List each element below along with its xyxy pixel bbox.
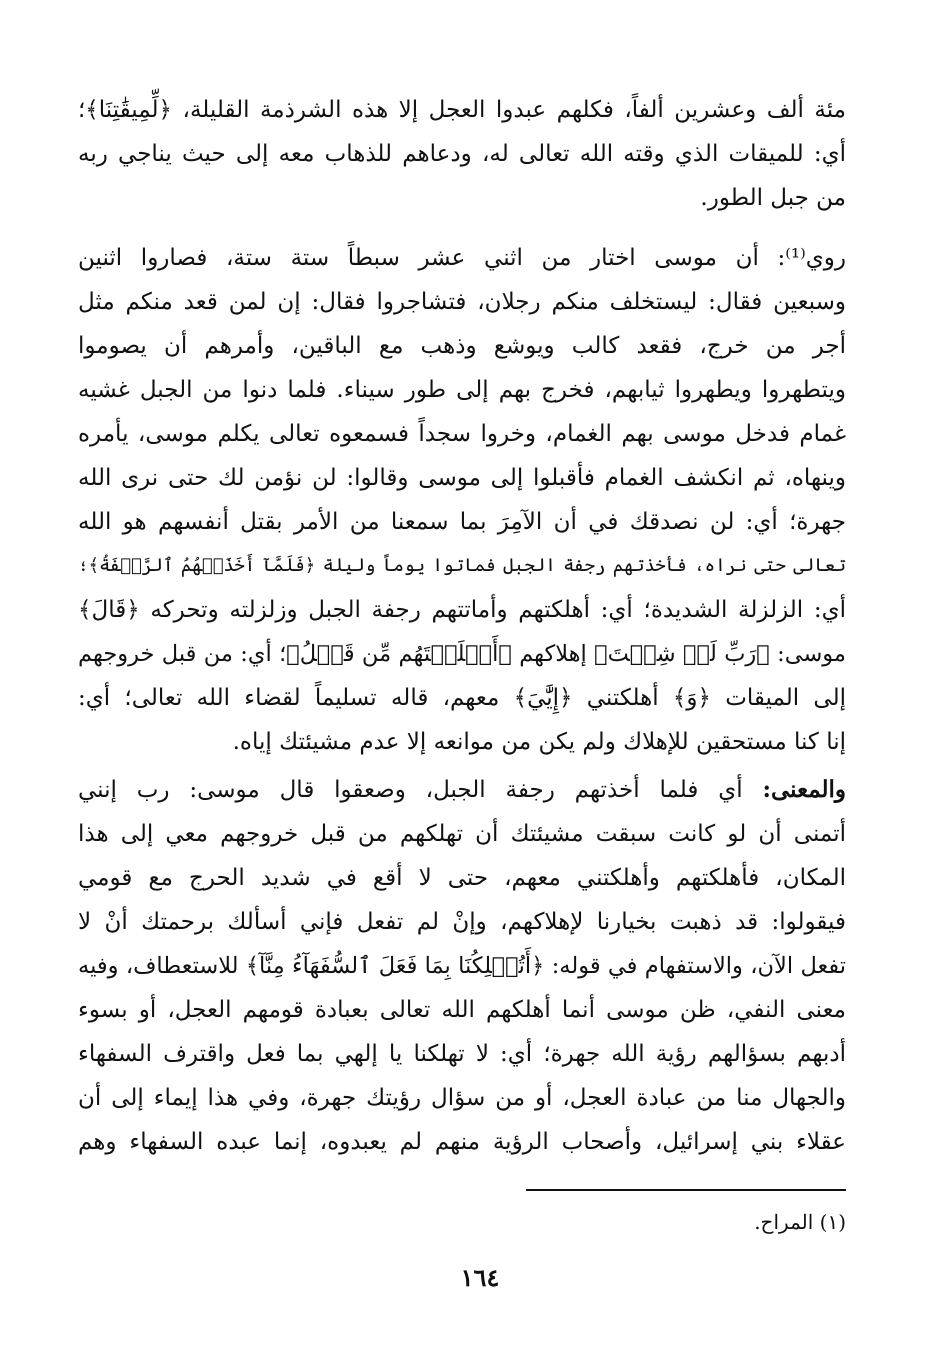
text-line: غمام فدخل موسى بهم الغمام، وخروا سجداً فسمعوه تعالى يكلم موسى، يأمره [78, 421, 846, 447]
paragraph-1 [78, 88, 846, 220]
text-line: إلى الميقات ﴿وَ﴾ أهلكتني ﴿إِيَّٰيَ﴾ معهم، قاله تسليماً لقضاء الله تعالى؛ أي: [78, 685, 846, 711]
text-line: أتمنى أن لو كانت سبقت مشيئتك أن تهلكهم من قبل خروجهم معي إلى هذا [78, 821, 846, 847]
text-line: من جبل الطور. [700, 185, 846, 211]
text-line: تفعل الآن، والاستفهام في قوله: ﴿أَتُهۡلِكُنَا بِمَا فَعَلَ ٱلسُّفَهَآءُ مِنَّآ﴾ للاستعطاف، وفيه [78, 953, 846, 979]
text-line: والجهال منا من عبادة العجل، أو من سؤال رؤيتك جهرة، وفي هذا إيماء إلى أن [78, 1085, 846, 1111]
footnote-divider [526, 1189, 846, 1191]
paragraph-2 [78, 236, 846, 764]
text-line: أي: الزلزلة الشديدة؛ أي: أهلكتهم وأماتتهم رجفة الجبل وزلزلته وتحركه ﴿قَالَ﴾ [78, 597, 846, 623]
text-line: فيقولوا: قد ذهبت بخيارنا لإهلاكهم، وإنْ لم تفعل فإني أسألك برحمتك أنْ لا [78, 909, 846, 935]
text-line-rest: أي فلما أخذتهم رجفة الجبل، وصعقوا قال موسى: رب إنني [78, 777, 763, 803]
text-line: تعالى حتى نراه، فأخذتهم رجفة الجبل فماتوا يوماً وليلة ﴿فَلَمَّآ أَخَذَتۡهُمُ ٱلرَّجۡفَةُ﴾؛ [78, 555, 846, 576]
text-line: موسى: ﴿رَبِّ لَوۡ شِئۡتَ﴾ إهلاكهم ﴿أَهۡلَكۡتَهُم مِّن قَبۡلُ﴾؛ أي: من قبل خروجهم [78, 641, 846, 667]
text-line-lead [78, 768, 846, 812]
text-line: معنى النفي، ظن موسى أنما أهلكهم الله تعالى بعبادة قومهم العجل، أو بسوء [78, 997, 846, 1023]
paragraph-3 [78, 768, 846, 1164]
footnote: (١) المراح. [754, 1210, 846, 1234]
text-line: إنا كنا مستحقين للإهلاك ولم يكن من موانعه إلا عدم مشيئتك إياه. [232, 729, 846, 755]
text-line: جهرة؛ أي: لن نصدقك في أن الآمِرَ بما سمعنا من الأمر بقتل أنفسهم هو الله [78, 509, 846, 535]
text-line: أي: للميقات الذي وقته الله تعالى له، ودعاهم للذهاب معه إلى حيث يناجي ربه [78, 141, 846, 167]
text-line: ويتطهروا ويطهروا ثيابهم، فخرج بهم إلى طور سيناء. فلما دنوا من الجبل غشيه [78, 377, 846, 403]
text-line: مئة ألف وعشرين ألفاً، فكلهم عبدوا العجل إلا هذه الشرذمة القليلة، ﴿لِّمِيقَٰتِنَا﴾؛ [78, 97, 846, 123]
text-line: أجر من خرج، فقعد كالب ويوشع وذهب مع الباقين، وأمرهم أن يصوموا [78, 333, 846, 359]
text-line: أدبهم بسؤالهم رؤية الله جهرة؛ أي: لا تهلكنا يا إلهي بما فعل واقترف السفهاء [78, 1041, 846, 1067]
text-line: المكان، فأهلكتهم وأهلكتني معهم، حتى لا أقع في شديد الحرج مع قومي [78, 865, 846, 891]
text-line: روي⁽¹⁾: أن موسى اختار من اثني عشر سبطاً ستة ستة، فصاروا اثنين [78, 245, 846, 271]
text-line: وينهاه، ثم انكشف الغمام فأقبلوا إلى موسى وقالوا: لن نؤمن لك حتى نرى الله [78, 465, 846, 491]
text-line: عقلاء بني إسرائيل، وأصحاب الرؤية منهم لم يعبدوه، إنما عبده السفهاء وهم [78, 1129, 846, 1155]
paragraph-lead-word: والمعنى: [762, 776, 846, 803]
text-line: وسبعين فقال: ليستخلف منكم رجلان، فتشاجروا فقال: إن لمن قعد منكم مثل [78, 289, 846, 315]
page-number: ١٦٤ [460, 1263, 500, 1292]
